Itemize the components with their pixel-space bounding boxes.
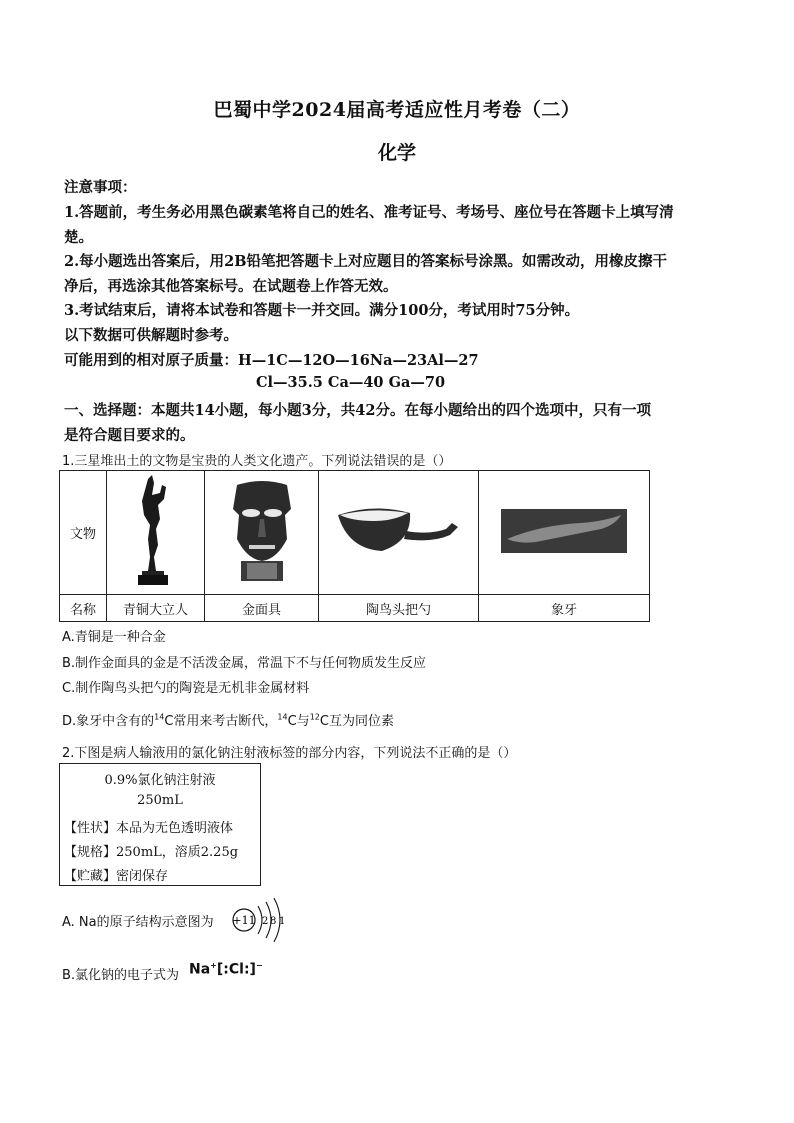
note-2a: 2.每小题选出答案后，用2B铅笔把答题卡上对应题目的答案标号涂黑。如需改动，用橡皮擦干 [64,253,667,270]
exam-title: 巴蜀中学2024届高考适应性月考卷（二） [213,99,581,121]
injection-label [59,763,261,886]
q1-option-b: B.制作金面具的金是不活泼金属，常温下不与任何物质发生反应 [62,656,427,671]
section-1-heading-b: 是符合题目要求的。 [64,427,195,444]
note-1a: 1.答题前，考生务必用黑色碳素笔将自己的姓名、准考证号、考场号、座位号在答题卡上填写清 [64,204,674,221]
q1-option-a: A.青铜是一种合金 [62,630,166,645]
note-1b: 楚。 [64,229,93,246]
shell-electrons: 1 [279,916,286,927]
q1-stem: 1.三星堆出土的文物是宝贵的人类文化遗产。下列说法错误的是（） [62,454,452,469]
bronze-statue-image [107,471,205,595]
artifact-name: 金面具 [205,595,319,622]
atomic-mass-line-1: 可能用到的相对原子质量：H—1C—12O—16Na—23Al—27 [64,352,479,369]
pottery-ladle-image [319,471,479,595]
label-line: 【规格】250mL，溶质2.25g [64,845,239,860]
section-1-heading-a: 一、选择题：本题共14小题，每小题3分，共42分。在每小题给出的四个选项中，只有一项 [64,402,651,419]
q2-option-a: A. Na的原子结构示意图为 [62,915,214,930]
q1-d-text-2: C常用来考古断代， [164,714,278,729]
note-2b: 净后，再选涂其他答案标号。在试题卷上作答无效。 [64,278,398,295]
artifact-table [59,470,650,622]
sodium-atom-structure-diagram [228,896,290,944]
q1-option-c: C.制作陶鸟头把勺的陶瓷是无机非金属材料 [62,681,310,696]
label-line: 【性状】本品为无色透明液体 [64,821,234,836]
label-line: 0.9%氯化钠注射液 [104,773,216,788]
shell-electrons: 2 [262,916,269,927]
nacl-electron-formula [189,961,263,978]
q2-option-b: B.氯化钠的电子式为 [62,968,180,983]
label-line: 【贮藏】密闭保存 [64,869,169,884]
q2-stem: 2.下图是病人输液用的氯化钠注射液标签的部分内容，下列说法不正确的是（） [62,746,517,761]
q1-d-text-3: C与 [287,714,310,729]
subject-title: 化学 [377,142,416,164]
row-label-name: 名称 [60,595,107,622]
note-4: 以下数据可供解题时参考。 [64,327,238,344]
label-line: 250mL [137,793,183,808]
q1-d-text-4: C互为同位素 [319,714,394,729]
shell-electrons: 8 [270,916,277,927]
artifact-name: 象牙 [479,595,650,622]
artifact-name: 青铜大立人 [107,595,205,622]
sodium-symbol: Na [189,961,211,978]
q1-d-text-1: D.象牙中含有的 [62,714,155,729]
notes-heading: 注意事项： [64,179,137,196]
isotope-mass-12: 12 [309,712,320,722]
isotope-mass-14: 14 [277,712,288,722]
q1-option-d [62,710,394,729]
note-3: 3.考试结束后，请将本试卷和答题卡一并交回。满分100分，考试用时75分钟。 [64,302,580,319]
atomic-mass-line-2: Cl—35.5 Ca—40 Ga—70 [256,374,446,391]
nucleus-charge: +11 [232,914,256,927]
gold-mask-image [205,471,319,595]
chloride-dot-structure: [:Cl:] [216,961,256,978]
cation-charge: + [210,961,217,970]
isotope-mass-14: 14 [154,712,165,722]
anion-charge: − [255,961,263,970]
ivory-tusk-image [479,471,650,595]
row-label-artifact: 文物 [60,471,107,595]
artifact-name: 陶鸟头把勺 [319,595,479,622]
